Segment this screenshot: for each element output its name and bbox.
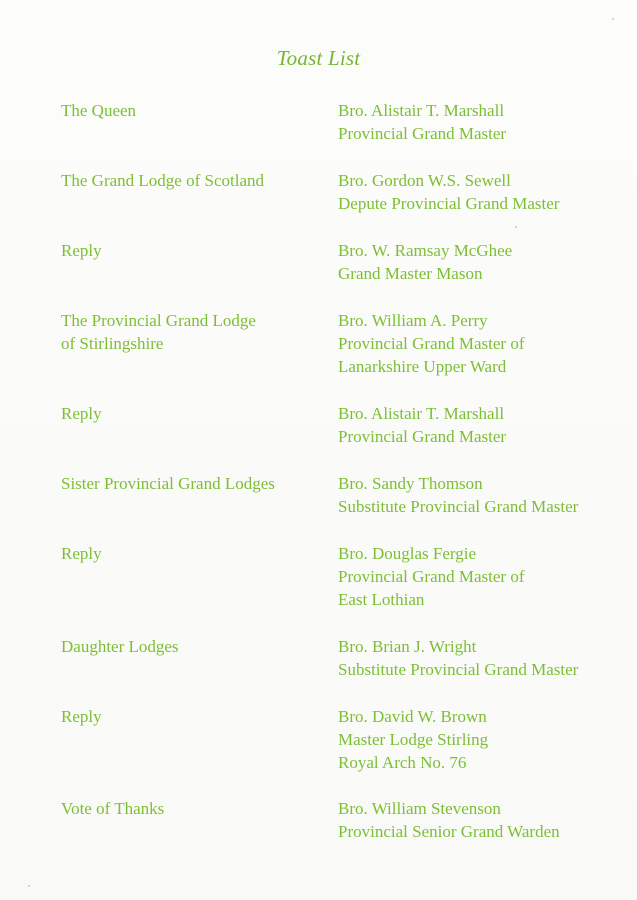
responder-name: Bro. Alistair T. Marshall (338, 404, 505, 423)
responder-title: Master Lodge Stirling (338, 730, 489, 749)
paper-speck (612, 18, 614, 20)
toast-text: The Queen (61, 101, 137, 120)
toast-item (61, 99, 321, 122)
responder-title: Provincial Senior Grand Warden (338, 822, 560, 841)
toast-item (61, 797, 321, 820)
toast-item (61, 472, 321, 495)
responder-item (338, 99, 628, 145)
toast-text: Sister Provincial Grand Lodges (61, 474, 275, 493)
toast-text: Reply (61, 404, 102, 423)
toast-item (61, 542, 321, 565)
responder-title: Lanarkshire Upper Ward (338, 357, 507, 376)
responder-name: Bro. William Stevenson (338, 799, 501, 818)
toast-item (61, 705, 321, 728)
responder-name: Bro. Sandy Thomson (338, 474, 483, 493)
responder-title: Provincial Grand Master (338, 124, 507, 143)
paper-speck (515, 226, 517, 228)
responder-name: Bro. Gordon W.S. Sewell (338, 171, 511, 190)
responder-item (338, 797, 628, 843)
toast-item (61, 402, 321, 425)
responder-name: Bro. William A. Perry (338, 311, 488, 330)
responder-item (338, 169, 628, 215)
responder-title: Substitute Provincial Grand Master (338, 660, 579, 679)
responder-title: Provincial Grand Master of (338, 334, 525, 353)
toast-text: Daughter Lodges (61, 637, 179, 656)
responder-title: East Lothian (338, 590, 425, 609)
toast-text: Reply (61, 544, 102, 563)
responder-title: Substitute Provincial Grand Master (338, 497, 579, 516)
page-title: Toast List (276, 46, 361, 70)
responder-item (338, 635, 628, 681)
toast-item (61, 635, 321, 658)
toast-text: Vote of Thanks (61, 799, 165, 818)
responder-name: Bro. David W. Brown (338, 707, 487, 726)
toast-item (61, 169, 321, 192)
toast-item (61, 309, 321, 355)
responder-title: Grand Master Mason (338, 264, 483, 283)
toast-text: The Provincial Grand Lodge (61, 311, 256, 330)
toast-text: Reply (61, 241, 102, 260)
responder-title: Provincial Grand Master of (338, 567, 525, 586)
responder-item (338, 239, 628, 285)
responder-item (338, 542, 628, 611)
responder-name: Bro. Brian J. Wright (338, 637, 477, 656)
responder-name: Bro. Douglas Fergie (338, 544, 477, 563)
responder-item (338, 705, 628, 774)
responder-item (338, 309, 628, 378)
responder-item (338, 472, 628, 518)
toast-text: of Stirlingshire (61, 334, 164, 353)
toast-item (61, 239, 321, 262)
responder-title: Royal Arch No. 76 (338, 753, 467, 772)
toast-text: Reply (61, 707, 102, 726)
responder-name: Bro. W. Ramsay McGhee (338, 241, 513, 260)
responder-title: Depute Provincial Grand Master (338, 194, 560, 213)
responder-name: Bro. Alistair T. Marshall (338, 101, 505, 120)
paper-speck (28, 885, 30, 887)
responder-item (338, 402, 628, 448)
responder-title: Provincial Grand Master (338, 427, 507, 446)
toast-text: The Grand Lodge of Scotland (61, 171, 264, 190)
